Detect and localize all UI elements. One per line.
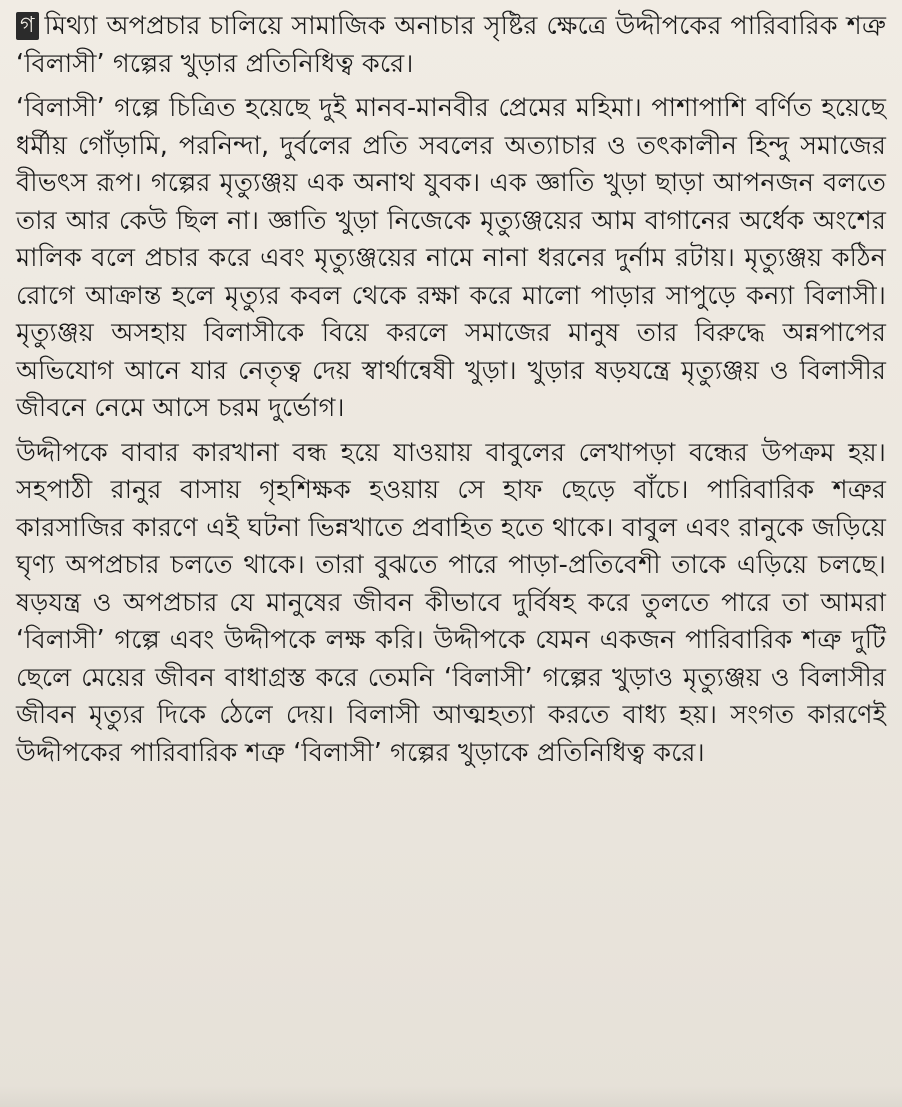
answer-intro-text: মিথ্যা অপপ্রচার চালিয়ে সামাজিক অনাচার সৃষ্টির ক্ষেত্রে উদ্দীপকের পারিবারিক শত্রু ‘বিলাসী’ গল্পের খুড়ার প্রতিনিধিত্ব করে।	[16, 11, 886, 79]
page-bottom-edge	[0, 1085, 902, 1107]
paragraph-story-summary: ‘বিলাসী’ গল্পে চিত্রিত হয়েছে দুই মানব-মানবীর প্রেমের মহিমা। পাশাপাশি বর্ণিত হয়েছে ধর্মীয় গোঁড়ামি, পরনিন্দা, দুর্বলের প্রতি সবলের অত্যাচার ও তৎকালীন হিন্দু সমাজের বীভৎস রূপ। গল্পের মৃত্যুঞ্জয় এক অনাথ যুবক। এক জ্ঞাতি খুড়া ছাড়া আপনজন বলতে তার আর কেউ ছিল না। জ্ঞাতি খুড়া নিজেকে মৃত্যুঞ্জয়ের আম বাগানের অর্ধেক অংশের মালিক বলে প্রচার করে এবং মৃত্যুঞ্জয়ের নামে নানা ধরনের দুর্নাম রটায়। মৃত্যুঞ্জয় কঠিন রোগে আক্রান্ত হলে মৃত্যুর কবল থেকে রক্ষা করে মালো পাড়ার সাপুড়ে কন্যা বিলাসী। মৃত্যুঞ্জয় অসহায় বিলাসীকে বিয়ে করলে সমাজের মানুষ তার বিরুদ্ধে অন্নপাপের অভিযোগ আনে যার নেতৃত্ব দেয় স্বার্থান্বেষী খুড়া। খুড়ার ষড়যন্ত্রে মৃত্যুঞ্জয় ও বিলাসীর জীবনে নেমে আসে চরম দুর্ভোগ।	[16, 93, 886, 423]
paragraph-stimulus-comparison: উদ্দীপকে বাবার কারখানা বন্ধ হয়ে যাওয়ায় বাবুলের লেখাপড়া বন্ধের উপক্রম হয়। সহপাঠী রানুর বাসায় গৃহশিক্ষক হওয়ায় সে হাফ ছেড়ে বাঁচে। পারিবারিক শত্রুর কারসাজির কারণে এই ঘটনা ভিন্নখাতে প্রবাহিত হতে থাকে। বাবুল এবং রানুকে জড়িয়ে ঘৃণ্য অপপ্রচার চলতে থাকে। তারা বুঝতে পারে পাড়া-প্রতিবেশী তাকে এড়িয়ে চলছে। ষড়যন্ত্র ও অপপ্রচার যে মানুষের জীবন কীভাবে দুর্বিষহ করে তুলতে পারে তা আমরা ‘বিলাসী’ গল্পে এবং উদ্দীপকে লক্ষ করি। উদ্দীপকে যেমন একজন পারিবারিক শত্রু দুটি ছেলে মেয়ের জীবন বাধাগ্রস্ত করে তেমনি ‘বিলাসী’ গল্পের খুড়াও মৃত্যুঞ্জয় ও বিলাসীর জীবন মৃত্যুর দিকে ঠেলে দেয়। বিলাসী আত্মহত্যা করতে বাধ্য হয়। সংগত কারণেই উদ্দীপকের পারিবারিক শত্রু ‘বিলাসী’ গল্পের খুড়াকে প্রতিনিধিত্ব করে।	[16, 437, 886, 768]
question-marker-badge: গ	[16, 12, 39, 40]
answer-intro	[16, 8, 886, 83]
